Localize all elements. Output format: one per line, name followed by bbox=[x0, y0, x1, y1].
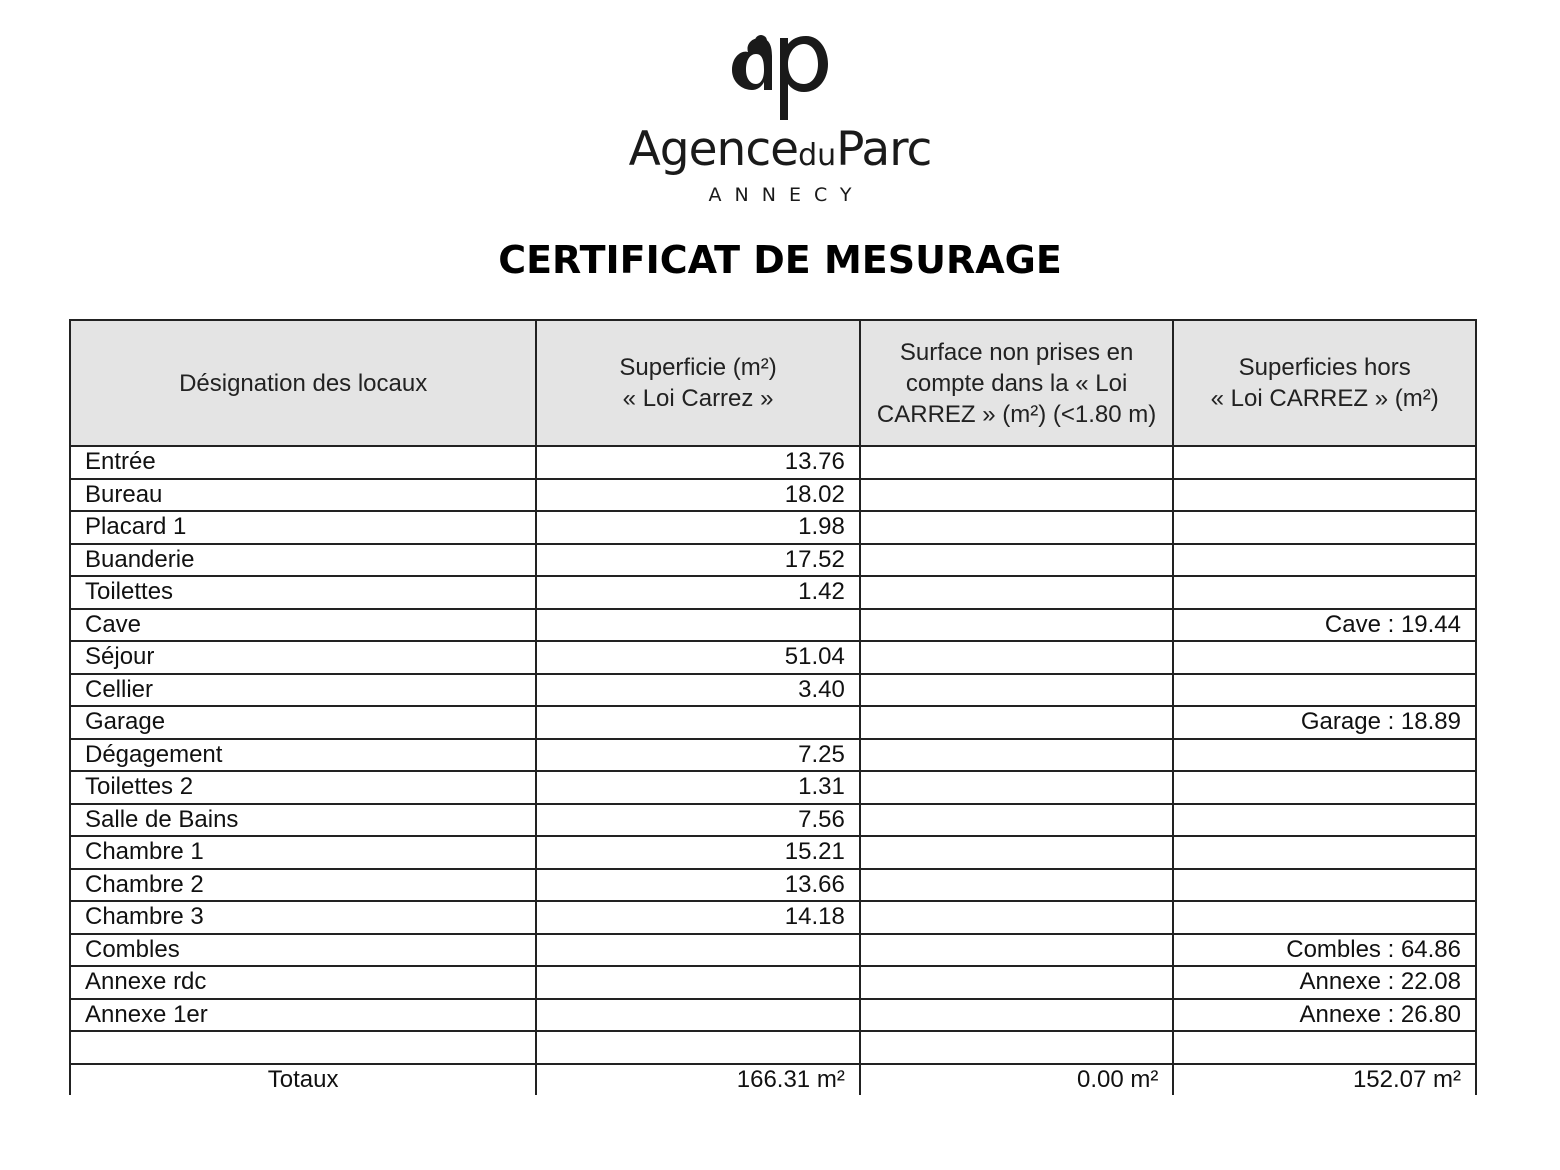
cell-designation: Toilettes 2 bbox=[70, 771, 536, 804]
cell-non-prises bbox=[860, 706, 1174, 739]
cell-superficie: 7.25 bbox=[536, 739, 860, 772]
table-header-row bbox=[70, 320, 1476, 446]
cell-non-prises bbox=[860, 576, 1174, 609]
cell-non-prises bbox=[860, 869, 1174, 902]
table-row bbox=[70, 934, 1476, 967]
cell-hors-carrez bbox=[1173, 576, 1476, 609]
table-row bbox=[70, 446, 1476, 479]
cell-hors-carrez bbox=[1173, 641, 1476, 674]
cell-hors-carrez: Annexe : 26.80 bbox=[1173, 999, 1476, 1032]
cell-hors-carrez bbox=[1173, 869, 1476, 902]
cell-designation: Garage bbox=[70, 706, 536, 739]
cell-superficie: 1.31 bbox=[536, 771, 860, 804]
table-row bbox=[70, 609, 1476, 642]
cell-designation: Salle de Bains bbox=[70, 804, 536, 837]
cell-designation: Chambre 2 bbox=[70, 869, 536, 902]
cell-hors-carrez bbox=[1173, 1031, 1476, 1064]
cell-superficie: 18.02 bbox=[536, 479, 860, 512]
brand-name bbox=[0, 124, 1560, 182]
cell-hors-carrez bbox=[1173, 771, 1476, 804]
cell-superficie: 1.42 bbox=[536, 576, 860, 609]
table-row bbox=[70, 511, 1476, 544]
header-surface-non-prises: Surface non prises en compte dans la « Loi CARREZ » (m²) (<1.80 m) bbox=[860, 320, 1174, 446]
table-row bbox=[70, 739, 1476, 772]
cell-non-prises bbox=[860, 609, 1174, 642]
table-row bbox=[70, 869, 1476, 902]
table-row bbox=[70, 836, 1476, 869]
cell-designation: Séjour bbox=[70, 641, 536, 674]
cell-superficie: 17.52 bbox=[536, 544, 860, 577]
cell-superficie: 13.66 bbox=[536, 869, 860, 902]
cell-superficie bbox=[536, 706, 860, 739]
table-row bbox=[70, 706, 1476, 739]
cell-designation bbox=[70, 1031, 536, 1064]
cell-non-prises bbox=[860, 544, 1174, 577]
cell-hors-carrez: Combles : 64.86 bbox=[1173, 934, 1476, 967]
table-row bbox=[70, 544, 1476, 577]
cell-non-prises bbox=[860, 966, 1174, 999]
cell-non-prises bbox=[860, 901, 1174, 934]
cell-hors-carrez bbox=[1173, 804, 1476, 837]
cell-hors-carrez bbox=[1173, 901, 1476, 934]
header-superficies-hors: Superficies hors « Loi CARREZ » (m²) bbox=[1173, 320, 1476, 446]
cell-designation: Cave bbox=[70, 609, 536, 642]
cell-designation: Annexe rdc bbox=[70, 966, 536, 999]
cell-designation: Cellier bbox=[70, 674, 536, 707]
table-row bbox=[70, 901, 1476, 934]
total-superficie: 166.31 m² bbox=[536, 1064, 860, 1096]
brand-end: Parc bbox=[836, 122, 932, 177]
cell-designation: Annexe 1er bbox=[70, 999, 536, 1032]
total-non-prises: 0.00 m² bbox=[860, 1064, 1174, 1096]
cell-superficie bbox=[536, 609, 860, 642]
cell-designation: Chambre 3 bbox=[70, 901, 536, 934]
header-designation: Désignation des locaux bbox=[70, 320, 536, 446]
cell-superficie: 3.40 bbox=[536, 674, 860, 707]
cell-superficie bbox=[536, 1031, 860, 1064]
cell-non-prises bbox=[860, 999, 1174, 1032]
table-row bbox=[70, 771, 1476, 804]
cell-hors-carrez bbox=[1173, 836, 1476, 869]
table-row bbox=[70, 674, 1476, 707]
brand-city: ANNECY bbox=[708, 184, 865, 206]
cell-superficie bbox=[536, 999, 860, 1032]
cell-non-prises bbox=[860, 446, 1174, 479]
cell-superficie bbox=[536, 966, 860, 999]
cell-superficie: 51.04 bbox=[536, 641, 860, 674]
cell-designation: Chambre 1 bbox=[70, 836, 536, 869]
cell-designation: Placard 1 bbox=[70, 511, 536, 544]
cell-designation: Dégagement bbox=[70, 739, 536, 772]
cell-superficie: 14.18 bbox=[536, 901, 860, 934]
header-superficie: Superficie (m²) « Loi Carrez » bbox=[536, 320, 860, 446]
table-row bbox=[70, 804, 1476, 837]
cell-non-prises bbox=[860, 674, 1174, 707]
cell-hors-carrez bbox=[1173, 544, 1476, 577]
brand-main: Agence bbox=[628, 122, 799, 177]
agency-logo bbox=[0, 30, 1560, 206]
totals-row bbox=[70, 1064, 1476, 1096]
table-row bbox=[70, 641, 1476, 674]
cell-hors-carrez bbox=[1173, 446, 1476, 479]
cell-non-prises bbox=[860, 804, 1174, 837]
cell-designation: Toilettes bbox=[70, 576, 536, 609]
cell-designation: Buanderie bbox=[70, 544, 536, 577]
cell-hors-carrez bbox=[1173, 511, 1476, 544]
measurement-table bbox=[69, 319, 1477, 1095]
cell-non-prises bbox=[860, 771, 1174, 804]
cell-designation: Bureau bbox=[70, 479, 536, 512]
total-hors-carrez: 152.07 m² bbox=[1173, 1064, 1476, 1096]
monogram-icon bbox=[720, 30, 840, 120]
cell-superficie bbox=[536, 934, 860, 967]
cell-non-prises bbox=[860, 739, 1174, 772]
table-row bbox=[70, 999, 1476, 1032]
cell-superficie: 1.98 bbox=[536, 511, 860, 544]
cell-superficie: 7.56 bbox=[536, 804, 860, 837]
cell-hors-carrez bbox=[1173, 479, 1476, 512]
cell-hors-carrez bbox=[1173, 674, 1476, 707]
cell-superficie: 15.21 bbox=[536, 836, 860, 869]
cell-non-prises bbox=[860, 511, 1174, 544]
cell-hors-carrez: Cave : 19.44 bbox=[1173, 609, 1476, 642]
table-row bbox=[70, 479, 1476, 512]
cell-superficie: 13.76 bbox=[536, 446, 860, 479]
cell-non-prises bbox=[860, 479, 1174, 512]
page-title: CERTIFICAT DE MESURAGE bbox=[498, 238, 1062, 282]
table-row bbox=[70, 1031, 1476, 1064]
totals-label: Totaux bbox=[70, 1064, 536, 1096]
cell-non-prises bbox=[860, 836, 1174, 869]
cell-non-prises bbox=[860, 641, 1174, 674]
brand-small: du bbox=[798, 138, 837, 173]
cell-hors-carrez: Garage : 18.89 bbox=[1173, 706, 1476, 739]
cell-non-prises bbox=[860, 1031, 1174, 1064]
table-row bbox=[70, 966, 1476, 999]
cell-designation: Entrée bbox=[70, 446, 536, 479]
cell-non-prises bbox=[860, 934, 1174, 967]
cell-designation: Combles bbox=[70, 934, 536, 967]
cell-hors-carrez: Annexe : 22.08 bbox=[1173, 966, 1476, 999]
cell-hors-carrez bbox=[1173, 739, 1476, 772]
table-row bbox=[70, 576, 1476, 609]
